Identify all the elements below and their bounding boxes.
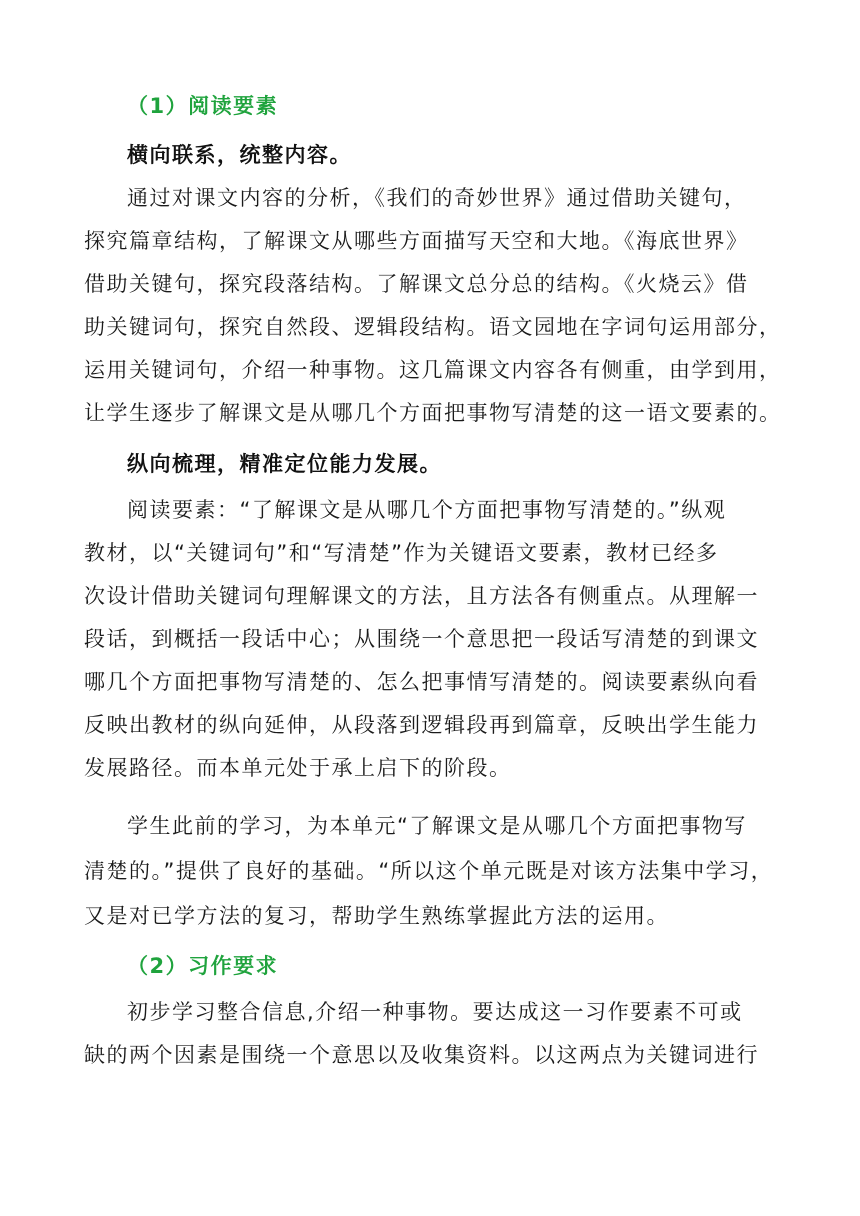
paragraph-line: 助关键词句，探究自然段、逻辑段结构。语文园地在字词句运用部分， xyxy=(84,315,782,339)
subheading: 纵向梳理，精准定位能力发展。 xyxy=(127,452,442,476)
paragraph-line: 教材，以“关键词句”和“写清楚”作为关键语文要素，教材已经多 xyxy=(84,541,719,565)
subheading: 横向联系，统整内容。 xyxy=(127,143,352,167)
paragraph-line: 次设计借助关键词句理解课文的方法，且方法各有侧重点。从理解一 xyxy=(84,584,759,608)
paragraph-line: 探究篇章结构，了解课文从哪些方面描写天空和大地。《海底世界》 xyxy=(84,229,749,253)
paragraph-line: 发展路径。而本单元处于承上启下的阶段。 xyxy=(84,756,512,780)
paragraph-line: 段话，到概括一段话中心；从围绕一个意思把一段话写清楚的到课文 xyxy=(84,627,759,651)
paragraph-line: 让学生逐步了解课文是从哪几个方面把事物写清楚的这一语文要素的。 xyxy=(84,401,782,425)
paragraph-line: 借助关键句，探究段落结构。了解课文总分总的结构。《火烧云》借 xyxy=(84,272,749,296)
paragraph-line: 哪几个方面把事物写清楚的、怎么把事情写清楚的。阅读要素纵向看 xyxy=(84,670,759,694)
section-heading: （1）阅读要素 xyxy=(127,94,279,118)
paragraph-line: 又是对已学方法的复习，帮助学生熟练掌握此方法的运用。 xyxy=(84,904,669,928)
section-heading: （2）习作要求 xyxy=(127,954,279,978)
paragraph-line: 运用关键词句，介绍一种事物。这几篇课文内容各有侧重，由学到用， xyxy=(84,358,782,382)
paragraph-line: 缺的两个因素是围绕一个意思以及收集资料。以这两点为关键词进行 xyxy=(84,1043,759,1067)
paragraph-line: 反映出教材的纵向延伸，从段落到逻辑段再到篇章，反映出学生能力 xyxy=(84,713,759,737)
paragraph-line: 清楚的。”提供了良好的基础。“所以这个单元既是对该方法集中学习， xyxy=(84,859,774,883)
paragraph-line: 学生此前的学习，为本单元“了解课文是从哪几个方面把事物写 xyxy=(127,814,747,838)
paragraph-line: 阅读要素：“了解课文是从哪几个方面把事物写清楚的。”纵观 xyxy=(127,498,727,522)
paragraph-line: 初步学习整合信息,介绍一种事物。要达成这一习作要素不可或 xyxy=(127,1000,743,1024)
paragraph-line: 通过对课文内容的分析，《我们的奇妙世界》通过借助关键句， xyxy=(127,186,747,210)
